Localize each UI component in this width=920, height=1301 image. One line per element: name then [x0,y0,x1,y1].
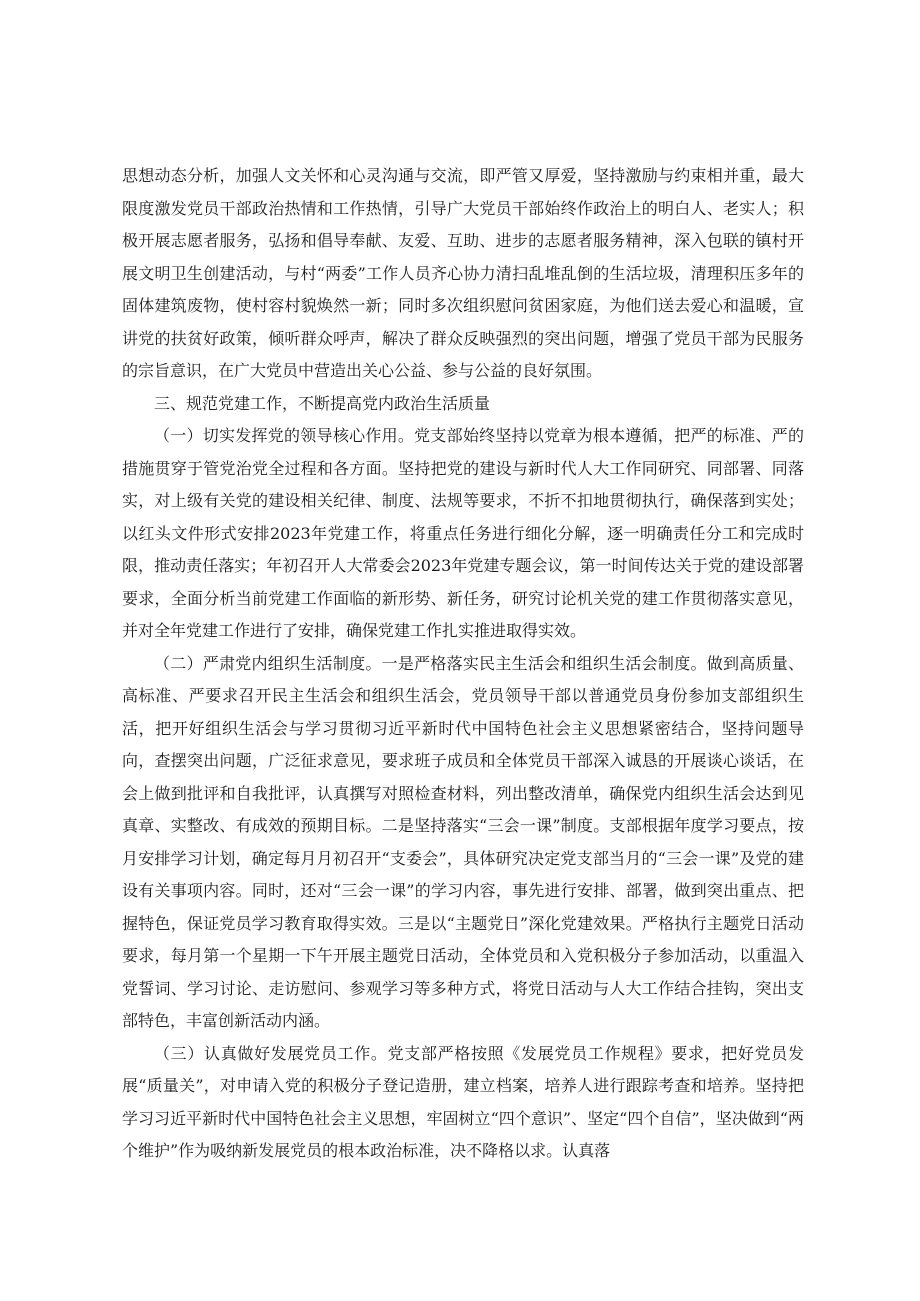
paragraph-continuation: 思想动态分析，加强人文关怀和心灵沟通与交流，即严管又厚爱，坚持激励与约束相并重，最大限度激发党员干部政治热情和工作热情，引导广大党员干部始终作政治上的明白人、老实人；积极开展志愿者服务，弘扬和倡导奉献、友爱、互助、进步的志愿者服务精神，深入包联的镇村开展文明卫生创建活动，与村“两委”工作人员齐心协力清扫乱堆乱倒的生活垃圾，清理积压多年的固体建筑废物，使村容村貌焕然一新；同时多次组织慰问贫困家庭，为他们送去爱心和温暖，宣讲党的扶贫好政策，倾听群众呼声，解决了群众反映强烈的突出问题，增强了党员干部为民服务的宗旨意识，在广大党员中营造出关心公益、参与公益的良好氛围。 [122,166,804,380]
paragraph-subsection-three: （三）认真做好发展党员工作。党支部严格按照《发展党员工作规程》要求，把好党员发展“质量关”，对申请入党的积极分子登记造册，建立档案，培养人进行跟踪考查和培养。坚持把学习习近平新时代中国特色社会主义思想，牢固树立“四个意识”、坚定“四个自信”，坚决做到“两个维护”作为吸纳新发展党员的根本政治标准，决不降格以求。认真落 [122,1043,804,1160]
section-heading-three: 三、规范党建工作，不断提高党内政治生活质量 [154,393,491,413]
document-body [122,160,804,1168]
paragraph-subsection-one: （一）切实发挥党的领导核心作用。党支部始终坚持以党章为根本遵循，把严的标准、严的措施贯穿于管党治党全过程和各方面。坚持把党的建设与新时代人大工作同研究、同部署、同落实，对上级有关党的建设相关纪律、制度、法规等要求，不折不扣地贯彻执行，确保落到实处；以红头文件形式安排2023年党建工作，将重点任务进行细化分解，逐一明确责任分工和完成时限，推动责任落实；年初召开人大常委会2023年党建专题会议，第一时间传达关于党的建设部署要求，全面分析当前党建工作面临的新形势、新任务，研究讨论机关党的建工作贯彻落实意见，并对全年党建工作进行了安排，确保党建工作扎实推进取得实效。 [122,426,804,640]
paragraph-subsection-two: （二）严肃党内组织生活制度。一是严格落实民主生活会和组织生活会制度。做到高质量、高标准、严要求召开民主生活会和组织生活会，党员领导干部以普通党员身份参加支部组织生活，把开好组织生活会与学习贯彻习近平新时代中国特色社会主义思想紧密结合，坚持问题导向，查摆突出问题，广泛征求意见，要求班子成员和全体党员干部深入诚恳的开展谈心谈话，在会上做到批评和自我批评，认真撰写对照检查材料，列出整改清单，确保党内组织生活会达到见真章、实整改、有成效的预期目标。二是坚持落实“三会一课”制度。支部根据年度学习要点，按月安排学习计划，确定每月月初召开“支委会”，具体研究决定党支部当月的“三会一课”及党的建设有关事项内容。同时，还对“三会一课”的学习内容，事先进行安排、部署，做到突出重点、把握特色，保证党员学习教育取得实效。三是以“主题党日”深化党建效果。严格执行主题党日活动要求，每月第一个星期一下午开展主题党日活动，全体党员和入党积极分子参加活动，以重温入党誓词、学习讨论、走访慰问、参观学习等多种方式，将党日活动与人大工作结合挂钩，突出支部特色，丰富创新活动内涵。 [122,653,804,1030]
